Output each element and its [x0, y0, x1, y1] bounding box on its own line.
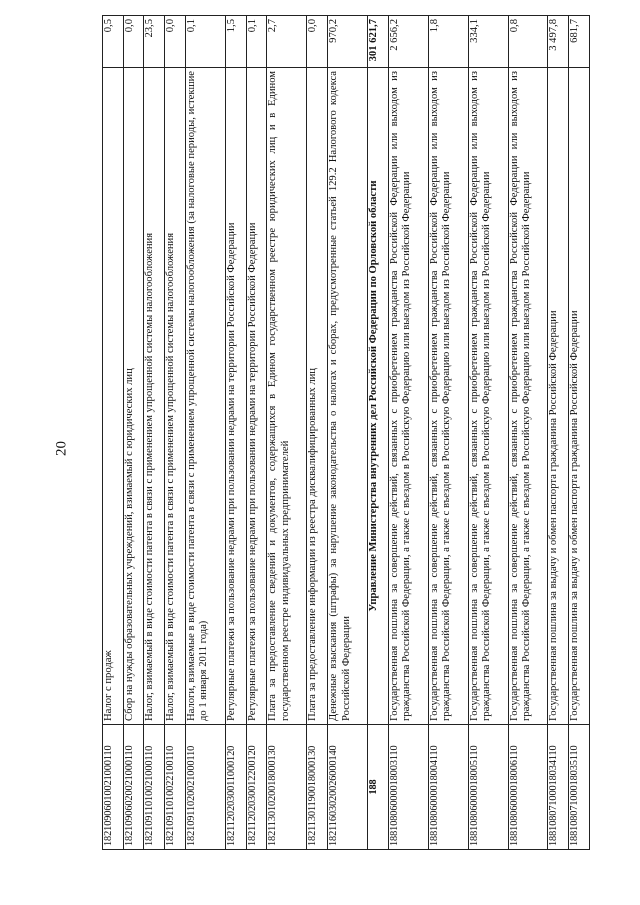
budget-code-cell: 18211301190018000130 [307, 725, 328, 850]
table-row [246, 16, 267, 850]
budget-code-cell: 18210906020021000110 [123, 725, 144, 850]
revenue-name-cell: Управление Министерства внутренних дел Российской Федерации по Орловской области [367, 68, 388, 725]
budget-code-cell: 18810807100018034110 [548, 725, 569, 850]
table-row [569, 16, 590, 850]
table-row [103, 16, 124, 850]
amount-cell: 1,8 [428, 16, 468, 68]
amount-cell: 2,7 [267, 16, 307, 68]
table-row [225, 16, 246, 850]
amount-cell: 301 621,7 [367, 16, 388, 68]
revenue-name-cell: Плата за предоставление сведений и документов, содержащихся в Едином государственном реестре юридических лиц и в Едином государственном реестре индивидуальных предпринимателей [267, 68, 307, 725]
budget-code-cell: 18810807100018035110 [569, 725, 590, 850]
amount-cell: 0,0 [123, 16, 144, 68]
amount-cell: 3 497,8 [548, 16, 569, 68]
amount-cell: 970,2 [328, 16, 368, 68]
revenue-name-cell: Государственная пошлина за совершение действий, связанных с приобретением гражданства Российской Федерации или выходом из гражданства Российской Федерации, а также с въездом в Российскую Федерацию или выездом из Российской Федерации [388, 68, 428, 725]
revenue-name-cell: Налог с продаж [103, 68, 124, 725]
amount-cell: 0,0 [165, 16, 186, 68]
revenue-name-cell: Налог, взимаемый в виде стоимости патента в связи с применением упрощенной системы налогообложения [165, 68, 186, 725]
revenue-name-cell: Государственная пошлина за выдачу и обмен паспорта гражданина Российской Федерации [569, 68, 590, 725]
budget-code-cell: 18810806000018003110 [388, 725, 428, 850]
amount-cell: 0,8 [508, 16, 548, 68]
budget-code-cell: 18211301020018000130 [267, 725, 307, 850]
budget-code-cell: 18810806000018006110 [508, 725, 548, 850]
table-row [123, 16, 144, 850]
budget-code-cell: 18210911020021000110 [185, 725, 225, 850]
revenue-name-cell: Государственная пошлина за совершение действий, связанных с приобретением гражданства Российской Федерации или выходом из гражданства Российской Федерации, а также с въездом в Российскую Федерацию или выездом из Российской Федерации [468, 68, 508, 725]
revenue-name-cell: Регулярные платежи за пользование недрами при пользовании недрами на территории Российской Федерации [246, 68, 267, 725]
table-row [548, 16, 569, 850]
budget-code-cell: 18810806000018004110 [428, 725, 468, 850]
table-body [103, 16, 590, 850]
amount-cell: 334,1 [468, 16, 508, 68]
budget-revenue-table [102, 15, 590, 850]
table-row [388, 16, 428, 850]
amount-cell: 0,0 [307, 16, 328, 68]
table-row [468, 16, 508, 850]
budget-code-cell: 18210911010021000110 [144, 725, 165, 850]
table-row [267, 16, 307, 850]
revenue-name-cell: Государственная пошлина за выдачу и обмен паспорта гражданина Российской Федерации [548, 68, 569, 725]
revenue-name-cell: Плата за предоставление информации из реестра дисквалифицированных лиц [307, 68, 328, 725]
amount-cell: 1,5 [225, 16, 246, 68]
table-row [144, 16, 165, 850]
revenue-name-cell: Государственная пошлина за совершение действий, связанных с приобретением гражданства Российской Федерации или выходом из гражданства Российской Федерации, а также с въездом в Российскую Федерацию или выездом из Российской Федерации [508, 68, 548, 725]
table-row [428, 16, 468, 850]
revenue-name-cell: Налоги, взимаемые в виде стоимости патента в связи с применением упрощенной системы налогообложения (за налоговые периоды, истекшие до 1 января 2011 года) [185, 68, 225, 725]
section-header-row [367, 16, 388, 850]
table-row [307, 16, 328, 850]
table-row [185, 16, 225, 850]
amount-cell: 0,1 [246, 16, 267, 68]
table-container [102, 15, 590, 850]
revenue-name-cell: Денежные взыскания (штрафы) за нарушение законодательства о налогах и сборах, предусмотренные статьей 129.2 Налогового кодекса Российской Федерации [328, 68, 368, 725]
budget-code-cell: 18211603020026000140 [328, 725, 368, 850]
amount-cell: 2 656,2 [388, 16, 428, 68]
amount-cell: 0,1 [185, 16, 225, 68]
budget-code-cell: 18211202030012200120 [246, 725, 267, 850]
budget-code-cell: 18210906010021000110 [103, 725, 124, 850]
page-number: 20 [53, 441, 70, 456]
amount-cell: 0,5 [103, 16, 124, 68]
amount-cell: 23,5 [144, 16, 165, 68]
revenue-name-cell: Государственная пошлина за совершение действий, связанных с приобретением гражданства Российской Федерации или выходом из гражданства Российской Федерации, а также с въездом в Российскую Федерацию или выездом из Российской Федерации [428, 68, 468, 725]
budget-code-cell: 188 [367, 725, 388, 850]
table-row [508, 16, 548, 850]
budget-code-cell: 18211202030011000120 [225, 725, 246, 850]
revenue-name-cell: Сбор на нужды образовательных учреждений, взимаемый с юридических лиц [123, 68, 144, 725]
revenue-name-cell: Регулярные платежи за пользование недрами при пользовании недрами на территории Российской Федерации [225, 68, 246, 725]
revenue-name-cell: Налог, взимаемый в виде стоимости патента в связи с применением упрощенной системы налогообложения [144, 68, 165, 725]
table-row [165, 16, 186, 850]
amount-cell: 681,7 [569, 16, 590, 68]
budget-code-cell: 18810806000018005110 [468, 725, 508, 850]
table-row [328, 16, 368, 850]
budget-code-cell: 18210911010022100110 [165, 725, 186, 850]
